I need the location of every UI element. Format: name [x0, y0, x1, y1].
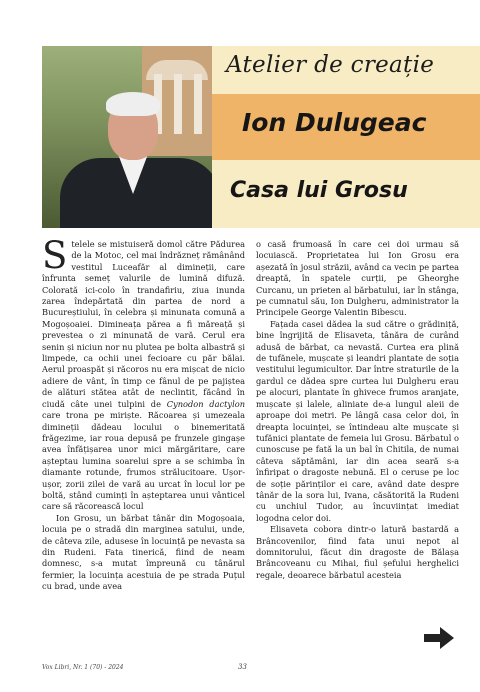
- text-column-left: [42, 234, 246, 593]
- paragraph: Ion Grosu, un bărbat tânăr din Mogoșoaia, locuia pe o stradă din marginea satului, unde, de câteva zile, adusese în locuință pe nevasta sa din Rudeni. Fata tinerică, fiind de neam domnesc, s-a mutat împreună cu tânărul fermier, la locuința acestuia de pe strada Puțul cu brad, unde avea: [42, 512, 245, 592]
- paragraph: [42, 234, 246, 513]
- paragraph: Fațada casei dădea la sud către o grădiniță, bine îngrijită de Elisaveta, tânăra de curând adusă de bărbat, ca nevastă. Curtea era plină de tufănele, mușcate și leandri plantate de soția vestitului legumicultor. Dar între straturile de la gardul ce dădea spre curtea lui Dulgheru erau pe alocuri, plantate în ghivece frumos aranjate, mușcate și lalele, aliniate de-a lungul aleii de aproape doi metri. Pe lângă casa celor doi, în dreapta locuinței, se întindeau alte mușcate și tufănici plantate de femeia lui Grosu. Bărbatul o cunoscuse pe fată la un bal în Chitila, de numai câteva săptămâni, iar din acea seară s-a înfiripat o dragoste nebună. El o ceruse pe loc de soție părinților ei care, având date despre tânăr de la sora lui, Ivana, căsătorită la Rudeni cu unchiul Tudor, au încuviințat imediat logodna celor doi.: [256, 318, 459, 523]
- paragraph: Elisaveta cobora dintr-o latură bastardă a Brâncovenilor, fiind fata unui nepot al domnitorului, făcut din dragoste de Bălașa Brâncoveanu cu Mihai, fiul șefului herghelici regale, deoarece bărbatul acesteia: [256, 524, 459, 580]
- section-heading: Atelier de creație: [226, 52, 435, 78]
- photo-hair: [106, 92, 160, 116]
- photo-column: [194, 74, 202, 134]
- text-column-right: [256, 239, 459, 581]
- photo-column: [174, 74, 182, 134]
- paragraph-text: telele se mistuiseră domol către Pădurea de la Motoc, cel mai îndrăzneț rămânând vestitul Luceafăr al dimineții, care înfrunta semeț valurile de lumină difuză. Colorată ici-colo în trandafiriu, ziua inunda zarea îndepărtată din partea de nord a Bucureștiului, în celebra și minunata comună a Mogoșoaiei. Dimineața părea a fi măreață și prevestea o zi minunată de vară. Cerul era senin și niciun nor nu plutea pe bolta albastră și limpede, ca ochii unei fecioare cu păr bălai. Aerul proaspăt și răcoros nu era mișcat de nicio adiere de vânt, în timp ce fânul de pe pajiștea de alături stătea atât de neclintit, făcând în ciudă câte unei tulpini de: [42, 239, 245, 409]
- drop-cap: S: [42, 234, 68, 277]
- author-photo: [42, 46, 212, 228]
- paragraph: o casă frumoasă în care cei doi urmau să locuiască. Proprietatea lui Ion Grosu era așezată în josul străzii, având ca vecin pe partea dreaptă, în spatele curții, pe Gheorghe Curcanu, un prieten al bărbatului, iar în stânga, pe cumnatul său, Ion Dulgheru, administrator la Principele George Valentin Bibescu.: [256, 239, 460, 318]
- arrow-right-icon[interactable]: [424, 627, 454, 649]
- journal-issue: Vox Libri, Nr. 1 (70) - 2024: [42, 664, 124, 671]
- author-name: Ion Dulugeac: [242, 108, 427, 137]
- page-number: 33: [238, 663, 247, 671]
- species-name: Cynodon dactylon: [166, 398, 246, 409]
- paragraph-text: care trona pe miriște. Răcoarea și umezeala dimineții dădeau locului o binemeritată frăgezime, iar roua depusă pe frunzele gingașe avea înfățișarea unor mici mărgăritare, care așteptau lumina soarelui spre a se schimba în diamante rotunde, frumos strălucitoare. Ușor-ușor, zorii zilei de vară au urcat în locul lor pe boltă, stând cuminți în așteptarea unui vânticel care să răcorească locul: [42, 410, 245, 512]
- article-title: Casa lui Grosu: [230, 178, 408, 203]
